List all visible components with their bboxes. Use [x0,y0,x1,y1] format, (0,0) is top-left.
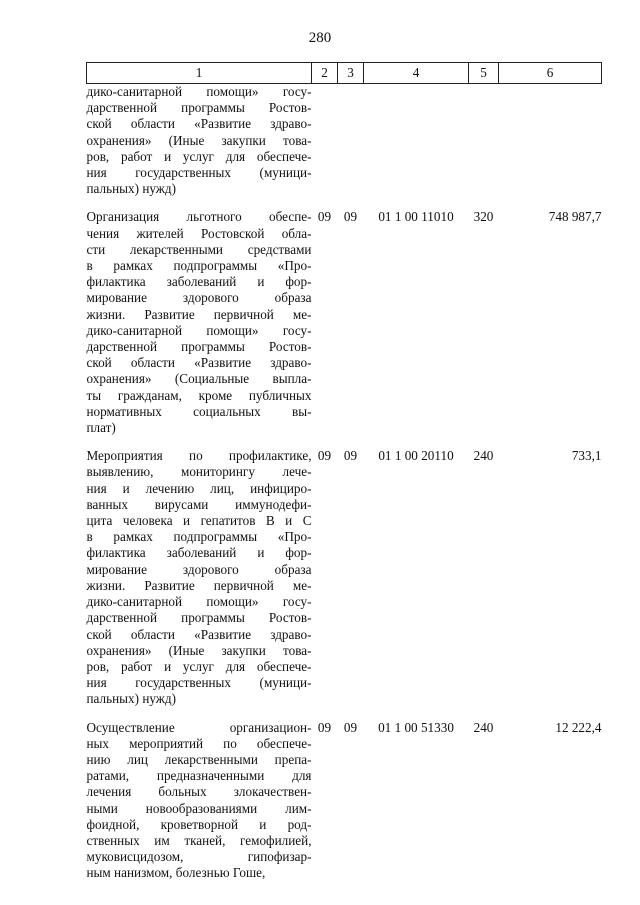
expenditure-name-line: пальных) нужд) [86,691,177,707]
expenditure-name-line: Осуществление организацион- [86,719,312,735]
expenditure-name-line: пальных) нужд) [86,181,177,197]
expenditure-name-line: филактика заболеваний и фор- [86,545,312,561]
amount-cell [499,84,602,198]
target-article-cell: 01 1 00 51330 [378,719,454,735]
expenditure-name-line: ния и лечению лиц, инфициро- [86,480,312,496]
target-article-cell: 01 1 00 11010 [378,209,454,225]
table-body [87,84,602,882]
amount-cell: 12 222,4 [555,719,602,735]
expenditure-name-line: ской области «Развитие здраво- [86,355,312,371]
table-row [87,720,602,882]
expenditure-name-line: нормативных социальных вы- [86,403,312,419]
table-row [87,448,602,707]
expenditure-name-line: ных мероприятий по обеспече- [86,735,312,751]
section-code-cell: 09 [317,209,332,225]
column-header-3: 3 [338,63,364,84]
expenditure-name-line: ными новообразованиями лим- [86,800,312,816]
expenditure-name-line: ской области «Развитие здраво- [86,116,312,132]
amount-cell: 733,1 [571,448,602,464]
subsection-code-cell: 09 [343,448,358,464]
expenditure-name-line: дарственной программы Ростов- [86,610,312,626]
table-header-row [87,63,602,84]
expense-type-cell [469,84,499,198]
section-code-cell [312,84,338,198]
subsection-code-cell [338,84,364,198]
expenditure-name-line: ния государственных (муници- [86,675,312,691]
column-header-5: 5 [469,63,499,84]
page-number: 280 [308,30,332,46]
expense-type-cell: 320 [473,209,494,225]
expenditure-name-line: в рамках подпрограммы «Про- [86,258,312,274]
expenditure-name-line: нию лиц лекарственными препа- [86,751,312,767]
expenditure-name-line: ров, работ и услуг для обеспече- [86,658,312,674]
target-article-cell [364,84,469,198]
expenditure-name-line: дико-санитарной помощи» госу- [86,322,312,338]
expenditure-name-line: ванных вирусами иммунодефи- [86,496,312,512]
expenditure-name-line: ния государственных (муници- [86,165,312,181]
expenditure-name-line: плат) [86,420,116,436]
expenditure-name-line: дарственной программы Ростов- [86,339,312,355]
expenditure-name-line: ров, работ и услуг для обеспече- [86,148,312,164]
expense-type-cell: 240 [473,719,494,735]
table-row [87,84,602,198]
section-code-cell: 09 [317,719,332,735]
expenditure-name-cell [87,209,312,436]
table-row [87,209,602,436]
expense-type-cell: 240 [473,448,494,464]
expenditure-name-line: ты гражданам, кроме публичных [86,387,312,403]
row-spacer [87,436,602,448]
expenditure-name-line: чения жителей Ростовской обла- [86,225,312,241]
expenditure-name-line: охранения» (Социальные выпла- [86,371,312,387]
expenditure-name-line: дико-санитарной помощи» госу- [86,84,312,99]
subsection-code-cell: 09 [343,719,358,735]
column-header-1: 1 [87,63,312,84]
target-article-cell: 01 1 00 20110 [378,448,454,464]
expenditure-name-line: ской области «Развитие здраво- [86,626,312,642]
expenditure-name-line: ственных им тканей, гемофилией, [86,832,312,848]
column-header-6: 6 [499,63,602,84]
row-spacer-cell [87,197,602,209]
expenditure-name-cell [87,720,312,882]
row-spacer-cell [87,436,602,448]
expenditure-name-line: мирование здорового образа [86,290,312,306]
expenditure-name-line: Мероприятия по профилактике, [86,448,312,464]
expenditure-name-line: жизни. Развитие первичной ме- [86,306,312,322]
expenditure-name-line: выявлению, мониторингу лече- [86,464,312,480]
expenditure-name-line: охранения» (Иные закупки това- [86,642,312,658]
expenditure-name-line: жизни. Развитие первичной ме- [86,577,312,593]
expenditure-name-line: муковисцидозом, гипофизар- [86,849,312,865]
row-spacer [87,708,602,720]
expenditure-name-line: фоидной, кроветворной и род- [86,816,312,832]
amount-cell: 748 987,7 [548,209,602,225]
expenditure-name-line: филактика заболеваний и фор- [86,274,312,290]
expenditure-name-cell [87,448,312,707]
row-spacer [87,197,602,209]
expenditure-name-line: ратами, предназначенными для [86,768,312,784]
expenditure-name-cell [87,84,312,198]
expenditure-name-line: цита человека и гепатитов B и C [86,513,312,529]
expenditure-name-line: в рамках подпрограммы «Про- [86,529,312,545]
row-spacer-cell [87,708,602,720]
expenditure-name-line: Организация льготного обеспе- [86,209,312,225]
column-header-2: 2 [312,63,338,84]
expenditure-name-line: сти лекарственными средствами [86,241,312,257]
section-code-cell: 09 [317,448,332,464]
expenditure-name-line: лечения больных злокачествен- [86,784,312,800]
subsection-code-cell: 09 [343,209,358,225]
expenditure-name-line: дико-санитарной помощи» госу- [86,594,312,610]
expenditure-name-line: охранения» (Иные закупки това- [86,132,312,148]
column-header-4: 4 [364,63,469,84]
expenditure-name-line: мирование здорового образа [86,561,312,577]
budget-table [86,62,602,882]
expenditure-name-line: ным нанизмом, болезнью Гоше, [86,865,266,881]
expenditure-name-line: дарственной программы Ростов- [86,100,312,116]
